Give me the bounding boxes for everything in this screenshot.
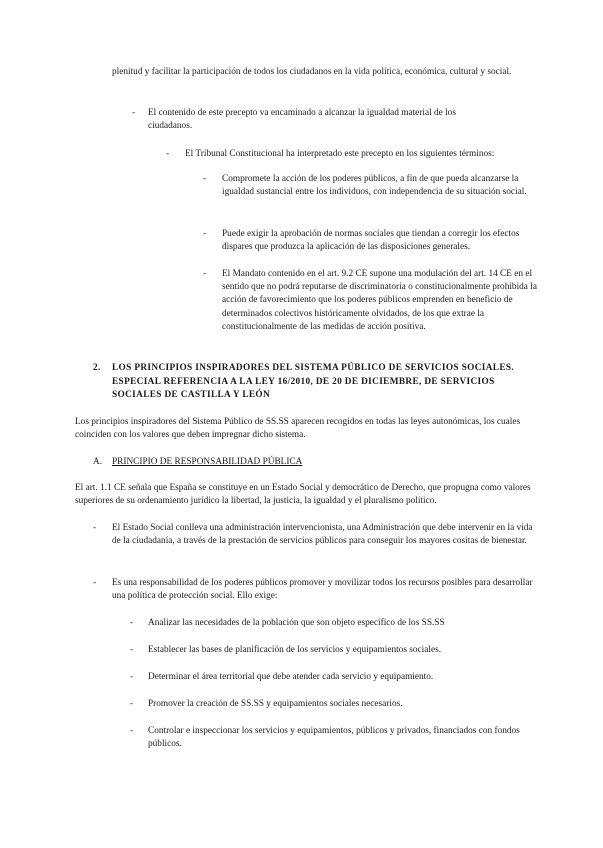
subsection-heading: PRINCIPIO DE RESPONSABILIDAD PÚBLICA	[112, 457, 303, 467]
section-heading: LOS PRINCIPIOS INSPIRADORES DEL SISTEMA PÚBLICO DE SERVICIOS SOCIALES. ESPECIAL REFERENCIA A LA LEY 16/2010, DE 20 DE DICIEMBRE, DE SERVICIOS SOCIALES DE CASTILLA Y LEÓN	[112, 363, 515, 400]
bullet-marker: -	[93, 578, 97, 588]
bullet-marker: -	[203, 269, 207, 279]
intro-bullet-1: El contenido de este precepto va encaminado a alcanzar la igualdad material de los ciudadanos.	[148, 108, 456, 132]
intro-continuation: plenitud y facilitar la participación de todos los ciudadanos en la vida política, económica, cultural y social.	[112, 67, 512, 77]
bullet-marker: -	[203, 229, 207, 239]
intro-bullet-2: El Tribunal Constitucional ha interpretado este precepto en los siguientes términos:	[185, 149, 495, 159]
bullet-marker: -	[132, 108, 136, 118]
bullet-marker: -	[130, 618, 134, 628]
bullet-marker: -	[203, 174, 207, 184]
subsection-sub-item: Promover la creación de SS.SS y equipamientos sociales necesarios.	[148, 699, 403, 709]
bullet-marker: -	[130, 672, 134, 682]
subsection-bullet-1: El Estado Social conlleva una administración intervencionista, una Administración que debe intervenir en la vida de la ciudadanía, a través de la prestación de servicios públicos para conseguir los mayores cositas de bienestar.	[112, 523, 533, 547]
intro-sub-item: Puede exigir la aprobación de normas sociales que tiendan a corregir los efectos dispares que produzca la aplicación de las disposiciones generales.	[222, 229, 520, 253]
bullet-marker: -	[130, 726, 134, 736]
subsection-sub-item: Analizar las necesidades de la población que son objeto específico de los SS.SS	[148, 618, 445, 628]
section-intro: Los principios inspiradores del Sistema Público de SS.SS aparecen recogidos en todas las leyes autonómicas, los cuales coinciden con los valores que deben impregnar dicho sistema.	[75, 417, 521, 441]
subsection-sub-item: Determinar el área territorial que debe atender cada servicio y equipamiento.	[148, 672, 434, 682]
subsection-letter: A.	[93, 457, 103, 467]
section-number: 2.	[93, 363, 101, 373]
subsection-sub-item: Controlar e inspeccionar los servicios y equipamientos, públicos y privados, financiados con fondos públicos.	[148, 726, 520, 750]
subsection-bullet-2: Es una responsabilidad de los poderes públicos promover y movilizar todos los recursos posibles para desarrollar una política de protección social. Ello exige:	[112, 578, 533, 602]
intro-sub-item: El Mandato contenido en el art. 9.2 CE supone una modulación del art. 14 CE en el sentido que no podrá reputarse de discriminatoria o constitucionalmente prohibida la acción de favorecimiento que los poderes públicos emprenden en beneficio de determinados colectivos históricamente olvidados, de los que extrae la constitucionalmente de las medidas de acción positiva.	[222, 269, 537, 332]
bullet-marker: -	[130, 645, 134, 655]
subsection-sub-item: Establecer las bases de planificación de los servicios y equipamientos sociales.	[148, 645, 442, 655]
bullet-marker: -	[93, 523, 97, 533]
bullet-marker: -	[130, 699, 134, 709]
subsection-paragraph: El art. 1.1 CE señala que España se constituye en un Estado Social y democrático de Derecho, que propugna como valores superiores de su ordenamiento jurídico la libertad, la justicia, la igualdad y el pluralismo político.	[75, 483, 531, 507]
intro-sub-item: Compromete la acción de los poderes públicos, a fin de que pueda alcanzarse la igualdad sustancial entre los individuos, con independencia de su situación social.	[222, 174, 527, 198]
bullet-marker: -	[166, 149, 170, 159]
